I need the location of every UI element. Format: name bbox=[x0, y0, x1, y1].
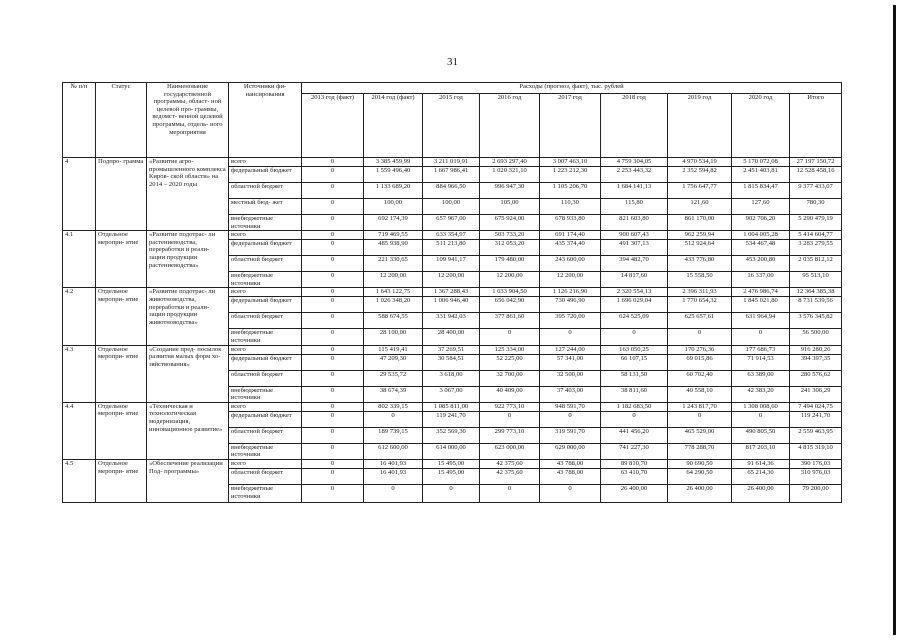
row-value: 614 000,00 bbox=[423, 443, 480, 459]
row-value: 1 815 834,47 bbox=[732, 183, 790, 199]
row-value: 27 197 150,72 bbox=[790, 158, 842, 167]
row-value: 377 861,60 bbox=[480, 313, 540, 329]
row-value: 28 100,00 bbox=[364, 329, 423, 345]
row-value: 115 419,41 bbox=[364, 345, 423, 354]
row-value: 119 241,70 bbox=[423, 411, 480, 427]
row-value: 40 558,10 bbox=[668, 386, 732, 402]
row-value: 0 bbox=[668, 329, 732, 345]
header-status: Статус bbox=[96, 83, 147, 158]
row-value: 433 776,80 bbox=[668, 256, 732, 272]
row-value: 1 182 683,50 bbox=[601, 402, 668, 411]
row-funding-source: внебюджетные источники bbox=[229, 329, 302, 345]
row-number: 4.1 bbox=[63, 231, 96, 288]
row-value: 1 243 817,70 bbox=[668, 402, 732, 411]
row-value: 730 496,90 bbox=[540, 297, 601, 313]
row-value: 884 966,50 bbox=[423, 183, 480, 199]
row-value: 12 200,00 bbox=[423, 272, 480, 288]
row-name: «Создание пред- посылок развития малых форм хо- зяйствования» bbox=[147, 345, 229, 402]
row-value: 512 924,64 bbox=[668, 240, 732, 256]
row-funding-source: всего bbox=[229, 459, 302, 468]
row-name: «Развитие агро- промышленного комплекса Киров- ской области» на 2014 – 2020 годы bbox=[147, 158, 229, 231]
row-funding-source: всего bbox=[229, 288, 302, 297]
row-number: 4.4 bbox=[63, 402, 96, 459]
row-funding-source: местный бюд- жет bbox=[229, 199, 302, 215]
row-value: 8 731 539,56 bbox=[790, 297, 842, 313]
row-funding-source: всего bbox=[229, 231, 302, 240]
row-funding-source: внебюджетные источники bbox=[229, 386, 302, 402]
row-value: 63 410,70 bbox=[601, 468, 668, 484]
row-value: 692 174,39 bbox=[364, 215, 423, 231]
row-value: 280 576,62 bbox=[790, 370, 842, 386]
row-value: 817 203,10 bbox=[732, 443, 790, 459]
row-number: 4.2 bbox=[63, 288, 96, 345]
row-value: 624 525,09 bbox=[601, 313, 668, 329]
row-value: 922 773,10 bbox=[480, 402, 540, 411]
row-value: 71 914,53 bbox=[732, 354, 790, 370]
row-value: 1 085 811,00 bbox=[423, 402, 480, 411]
scan-edge-bar bbox=[893, 5, 896, 635]
row-value: 534 467,48 bbox=[732, 240, 790, 256]
header-year: 2020 год bbox=[732, 94, 790, 158]
row-value: 1 308 008,60 bbox=[732, 402, 790, 411]
row-name: «Развитие подотрас- ли растениеводства, переработки и реали- зации продукции растениеводства» bbox=[147, 231, 229, 288]
row-value: 1 684 141,13 bbox=[601, 183, 668, 199]
row-value: 394 482,70 bbox=[601, 256, 668, 272]
row-value: 0 bbox=[302, 215, 364, 231]
row-value: 948 591,70 bbox=[540, 402, 601, 411]
table-row bbox=[63, 402, 842, 411]
row-value: 511 213,80 bbox=[423, 240, 480, 256]
row-value: 65 214,30 bbox=[732, 468, 790, 484]
row-funding-source: внебюджетные источники bbox=[229, 443, 302, 459]
row-value: 3 007 463,10 bbox=[540, 158, 601, 167]
row-funding-source: федеральный бюджет bbox=[229, 240, 302, 256]
row-value: 32 500,00 bbox=[540, 370, 601, 386]
row-value: 821 603,80 bbox=[601, 215, 668, 231]
row-funding-source: областной бюджет bbox=[229, 370, 302, 386]
row-value: 64 290,50 bbox=[668, 468, 732, 484]
header-year: 2018 год bbox=[601, 94, 668, 158]
row-funding-source: всего bbox=[229, 402, 302, 411]
row-value: 1 559 496,40 bbox=[364, 167, 423, 183]
row-value: 2 451 403,81 bbox=[732, 167, 790, 183]
row-value: 390 176,03 bbox=[790, 459, 842, 468]
header-year: 2019 год bbox=[668, 94, 732, 158]
row-value: 177 686,73 bbox=[732, 345, 790, 354]
row-value: 37 403,00 bbox=[540, 386, 601, 402]
row-value: 0 bbox=[423, 484, 480, 502]
row-value: 435 374,40 bbox=[540, 240, 601, 256]
row-value: 0 bbox=[601, 329, 668, 345]
row-value: 485 938,90 bbox=[364, 240, 423, 256]
row-value: 26 400,00 bbox=[732, 484, 790, 502]
row-funding-source: внебюджетные источники bbox=[229, 272, 302, 288]
row-value: 1 845 021,80 bbox=[732, 297, 790, 313]
row-value: 1 667 986,41 bbox=[423, 167, 480, 183]
row-value: 1 133 689,20 bbox=[364, 183, 423, 199]
row-status: Отдельное меропри- ятие bbox=[96, 402, 147, 459]
row-value: 43 788,00 bbox=[540, 459, 601, 468]
row-value: 0 bbox=[540, 411, 601, 427]
row-value: 441 456,20 bbox=[601, 427, 668, 443]
row-value: 15 495,00 bbox=[423, 459, 480, 468]
row-value: 2 476 986,74 bbox=[732, 288, 790, 297]
row-value: 0 bbox=[302, 459, 364, 468]
row-value: 2 320 554,13 bbox=[601, 288, 668, 297]
row-value: 38 674,39 bbox=[364, 386, 423, 402]
row-value: 3 576 345,82 bbox=[790, 313, 842, 329]
row-value: 900 607,43 bbox=[601, 231, 668, 240]
row-value: 3 067,00 bbox=[423, 386, 480, 402]
row-funding-source: внебюджетные источники bbox=[229, 215, 302, 231]
row-value: 310 976,03 bbox=[790, 468, 842, 484]
row-value: 0 bbox=[302, 313, 364, 329]
row-value: 5 290 479,19 bbox=[790, 215, 842, 231]
row-value: 42 375,60 bbox=[480, 468, 540, 484]
row-value: 0 bbox=[480, 329, 540, 345]
row-value: 14 817,60 bbox=[601, 272, 668, 288]
row-value: 179 480,00 bbox=[480, 256, 540, 272]
row-value: 0 bbox=[732, 411, 790, 427]
row-value: 221 330,65 bbox=[364, 256, 423, 272]
row-value: 127 244,00 bbox=[540, 345, 601, 354]
row-value: 100,00 bbox=[364, 199, 423, 215]
row-value: 52 225,00 bbox=[480, 354, 540, 370]
table-row bbox=[63, 288, 842, 297]
row-value: 312 053,20 bbox=[480, 240, 540, 256]
row-value: 465 529,00 bbox=[668, 427, 732, 443]
row-value: 12 200,00 bbox=[480, 272, 540, 288]
header-expenses: Расходы (прогноз, факт), тыс. рублей bbox=[302, 83, 842, 94]
row-value: 1 367 288,43 bbox=[423, 288, 480, 297]
row-funding-source: областной бюджет bbox=[229, 313, 302, 329]
row-value: 125 334,00 bbox=[480, 345, 540, 354]
row-value: 319 591,70 bbox=[540, 427, 601, 443]
row-value: 29 535,72 bbox=[364, 370, 423, 386]
row-value: 1 026 348,20 bbox=[364, 297, 423, 313]
header-year: 2016 год bbox=[480, 94, 540, 158]
row-value: 16 401,93 bbox=[364, 468, 423, 484]
row-value: 95 513,10 bbox=[790, 272, 842, 288]
row-value: 0 bbox=[540, 484, 601, 502]
row-value: 3 385 459,99 bbox=[364, 158, 423, 167]
row-value: 491 307,13 bbox=[601, 240, 668, 256]
row-value: 656 042,90 bbox=[480, 297, 540, 313]
row-value: 163 050,25 bbox=[601, 345, 668, 354]
row-value: 0 bbox=[540, 329, 601, 345]
row-value: 3 211 019,91 bbox=[423, 158, 480, 167]
row-value: 902 706,20 bbox=[732, 215, 790, 231]
row-value: 43 788,00 bbox=[540, 468, 601, 484]
row-value: 26 400,00 bbox=[668, 484, 732, 502]
row-value: 2 352 594,82 bbox=[668, 167, 732, 183]
header-year: 2015 год bbox=[423, 94, 480, 158]
row-value: 453 200,80 bbox=[732, 256, 790, 272]
row-funding-source: областной бюджет bbox=[229, 256, 302, 272]
row-value: 69 015,86 bbox=[668, 354, 732, 370]
row-value: 0 bbox=[302, 256, 364, 272]
row-value: 0 bbox=[302, 468, 364, 484]
row-status: Отдельное меропри- ятие bbox=[96, 288, 147, 345]
row-value: 331 942,03 bbox=[423, 313, 480, 329]
row-funding-source: областной бюджет bbox=[229, 427, 302, 443]
row-value: 42 375,60 bbox=[480, 459, 540, 468]
table-row bbox=[63, 231, 842, 240]
row-value: 0 bbox=[302, 484, 364, 502]
expenditure-table bbox=[62, 82, 842, 503]
row-status: Подпро- грамма bbox=[96, 158, 147, 231]
row-value: 588 674,55 bbox=[364, 313, 423, 329]
row-funding-source: всего bbox=[229, 345, 302, 354]
row-value: 691 174,40 bbox=[540, 231, 601, 240]
row-value: 100,00 bbox=[423, 199, 480, 215]
row-value: 352 569,30 bbox=[423, 427, 480, 443]
row-value: 778 288,70 bbox=[668, 443, 732, 459]
row-value: 5 414 604,77 bbox=[790, 231, 842, 240]
row-funding-source: федеральный бюджет bbox=[229, 411, 302, 427]
row-value: 16 337,00 bbox=[732, 272, 790, 288]
row-funding-source: внебюджетные источники bbox=[229, 484, 302, 502]
header-year: 2017 год bbox=[540, 94, 601, 158]
row-value: 60 702,40 bbox=[668, 370, 732, 386]
row-value: 2 396 311,93 bbox=[668, 288, 732, 297]
row-value: 30 584,51 bbox=[423, 354, 480, 370]
row-value: 0 bbox=[302, 402, 364, 411]
row-value: 0 bbox=[302, 345, 364, 354]
row-value: 1 033 904,50 bbox=[480, 288, 540, 297]
row-funding-source: федеральный бюджет bbox=[229, 354, 302, 370]
header-source: Источники фи- нансирования bbox=[229, 83, 302, 158]
row-value: 2 253 443,32 bbox=[601, 167, 668, 183]
row-value: 170 276,36 bbox=[668, 345, 732, 354]
row-funding-source: всего bbox=[229, 158, 302, 167]
row-value: 802 339,15 bbox=[364, 402, 423, 411]
row-value: 16 401,93 bbox=[364, 459, 423, 468]
row-value: 243 600,00 bbox=[540, 256, 601, 272]
row-funding-source: областной бюджет bbox=[229, 468, 302, 484]
row-value: 12 364 385,38 bbox=[790, 288, 842, 297]
row-value: 612 600,00 bbox=[364, 443, 423, 459]
row-status: Отдельное меропри- ятие bbox=[96, 231, 147, 288]
row-value: 0 bbox=[302, 386, 364, 402]
row-value: 0 bbox=[302, 199, 364, 215]
row-value: 1 020 321,10 bbox=[480, 167, 540, 183]
row-value: 115,80 bbox=[601, 199, 668, 215]
row-value: 0 bbox=[302, 167, 364, 183]
table-row bbox=[63, 345, 842, 354]
row-value: 503 733,20 bbox=[480, 231, 540, 240]
row-value: 0 bbox=[364, 411, 423, 427]
row-value: 0 bbox=[480, 411, 540, 427]
row-value: 57 341,00 bbox=[540, 354, 601, 370]
table-row bbox=[63, 459, 842, 468]
row-value: 91 614,36 bbox=[732, 459, 790, 468]
header-year: 2014 год (факт) bbox=[364, 94, 423, 158]
header-year: Итого bbox=[790, 94, 842, 158]
row-value: 0 bbox=[480, 484, 540, 502]
row-value: 15 495,00 bbox=[423, 468, 480, 484]
row-value: 0 bbox=[302, 427, 364, 443]
row-value: 861 170,00 bbox=[668, 215, 732, 231]
row-value: 26 400,00 bbox=[601, 484, 668, 502]
row-value: 0 bbox=[302, 272, 364, 288]
row-value: 110,30 bbox=[540, 199, 601, 215]
row-funding-source: областной бюджет bbox=[229, 183, 302, 199]
row-funding-source: федеральный бюджет bbox=[229, 297, 302, 313]
header-row-top bbox=[63, 83, 842, 94]
row-value: 490 805,50 bbox=[732, 427, 790, 443]
row-value: 9 377 433,07 bbox=[790, 183, 842, 199]
row-value: 63 389,00 bbox=[732, 370, 790, 386]
row-value: 40 409,00 bbox=[480, 386, 540, 402]
row-value: 394 397,35 bbox=[790, 354, 842, 370]
row-value: 0 bbox=[302, 411, 364, 427]
row-value: 37 269,51 bbox=[423, 345, 480, 354]
row-value: 916 280,26 bbox=[790, 345, 842, 354]
row-value: 623 000,00 bbox=[480, 443, 540, 459]
row-value: 1 756 647,77 bbox=[668, 183, 732, 199]
row-status: Отдельное меропри- ятие bbox=[96, 345, 147, 402]
row-value: 2 693 297,40 bbox=[480, 158, 540, 167]
row-value: 189 739,15 bbox=[364, 427, 423, 443]
row-value: 5 170 072,08 bbox=[732, 158, 790, 167]
row-value: 12 200,00 bbox=[540, 272, 601, 288]
row-value: 0 bbox=[302, 329, 364, 345]
row-value: 675 924,00 bbox=[480, 215, 540, 231]
row-value: 7 494 024,75 bbox=[790, 402, 842, 411]
row-value: 0 bbox=[302, 183, 364, 199]
row-value: 996 947,30 bbox=[480, 183, 540, 199]
row-value: 299 773,10 bbox=[480, 427, 540, 443]
row-value: 121,60 bbox=[668, 199, 732, 215]
row-value: 395 720,00 bbox=[540, 313, 601, 329]
row-value: 2 559 463,95 bbox=[790, 427, 842, 443]
row-value: 629 000,00 bbox=[540, 443, 601, 459]
row-value: 1 696 029,04 bbox=[601, 297, 668, 313]
row-number: 4.3 bbox=[63, 345, 96, 402]
row-funding-source: федеральный бюджет bbox=[229, 167, 302, 183]
row-value: 1 770 654,32 bbox=[668, 297, 732, 313]
row-value: 47 209,30 bbox=[364, 354, 423, 370]
row-value: 119 241,70 bbox=[790, 411, 842, 427]
row-value: 633 354,97 bbox=[423, 231, 480, 240]
row-value: 678 933,80 bbox=[540, 215, 601, 231]
row-value: 0 bbox=[601, 411, 668, 427]
header-name: Наименование государственной программы, област- ной целевой про- граммы, ведомст- венной целевой программы, отдель- ного мероприятия bbox=[147, 83, 229, 158]
row-value: 12 528 458,16 bbox=[790, 167, 842, 183]
row-value: 741 227,30 bbox=[601, 443, 668, 459]
row-value: 0 bbox=[302, 288, 364, 297]
table-body bbox=[63, 158, 842, 503]
row-value: 89 810,70 bbox=[601, 459, 668, 468]
row-value: 4 815 319,10 bbox=[790, 443, 842, 459]
row-value: 15 558,50 bbox=[668, 272, 732, 288]
row-value: 241 306,29 bbox=[790, 386, 842, 402]
row-value: 4 970 534,19 bbox=[668, 158, 732, 167]
table-row bbox=[63, 158, 842, 167]
row-value: 28 400,00 bbox=[423, 329, 480, 345]
row-value: 0 bbox=[732, 329, 790, 345]
row-value: 1 643 122,75 bbox=[364, 288, 423, 297]
row-number: 4 bbox=[63, 158, 96, 231]
row-value: 105,00 bbox=[480, 199, 540, 215]
row-value: 3 618,00 bbox=[423, 370, 480, 386]
row-value: 32 700,00 bbox=[480, 370, 540, 386]
row-value: 657 967,00 bbox=[423, 215, 480, 231]
row-value: 780,30 bbox=[790, 199, 842, 215]
row-value: 0 bbox=[364, 484, 423, 502]
row-name: «Обеспечение реализации Под- программы» bbox=[147, 459, 229, 502]
row-value: 0 bbox=[302, 443, 364, 459]
row-value: 0 bbox=[302, 354, 364, 370]
header-no: № п/п bbox=[63, 83, 96, 158]
row-value: 79 200,00 bbox=[790, 484, 842, 502]
row-value: 0 bbox=[302, 297, 364, 313]
row-value: 0 bbox=[302, 158, 364, 167]
row-value: 1 006 946,40 bbox=[423, 297, 480, 313]
row-value: 0 bbox=[668, 411, 732, 427]
row-value: 0 bbox=[302, 231, 364, 240]
row-name: «Развитие подотрас- ли животноводства, переработки и реали- зации продукции животноводства» bbox=[147, 288, 229, 345]
row-value: 1 126 216,90 bbox=[540, 288, 601, 297]
row-value: 625 657,61 bbox=[668, 313, 732, 329]
row-value: 962 259,94 bbox=[668, 231, 732, 240]
row-value: 90 690,50 bbox=[668, 459, 732, 468]
row-value: 42 383,20 bbox=[732, 386, 790, 402]
row-value: 631 964,94 bbox=[732, 313, 790, 329]
row-value: 1 004 005,28 bbox=[732, 231, 790, 240]
row-value: 58 131,50 bbox=[601, 370, 668, 386]
row-status: Отдельное меропри- ятие bbox=[96, 459, 147, 502]
row-value: 56 500,00 bbox=[790, 329, 842, 345]
row-value: 0 bbox=[302, 370, 364, 386]
row-value: 0 bbox=[302, 240, 364, 256]
row-value: 1 223 212,30 bbox=[540, 167, 601, 183]
row-value: 127,60 bbox=[732, 199, 790, 215]
row-value: 38 811,60 bbox=[601, 386, 668, 402]
row-value: 12 200,00 bbox=[364, 272, 423, 288]
row-value: 1 105 206,70 bbox=[540, 183, 601, 199]
row-name: «Техническая и технологическая модернизация, инновационное развитие» bbox=[147, 402, 229, 459]
row-value: 3 283 279,55 bbox=[790, 240, 842, 256]
row-value: 109 941,17 bbox=[423, 256, 480, 272]
row-value: 2 035 812,12 bbox=[790, 256, 842, 272]
row-value: 4 759 304,05 bbox=[601, 158, 668, 167]
row-value: 719 469,55 bbox=[364, 231, 423, 240]
row-number: 4.5 bbox=[63, 459, 96, 502]
page-number: 31 bbox=[447, 56, 458, 68]
header-year: 2013 год (факт) bbox=[302, 94, 364, 158]
row-value: 66 107,15 bbox=[601, 354, 668, 370]
